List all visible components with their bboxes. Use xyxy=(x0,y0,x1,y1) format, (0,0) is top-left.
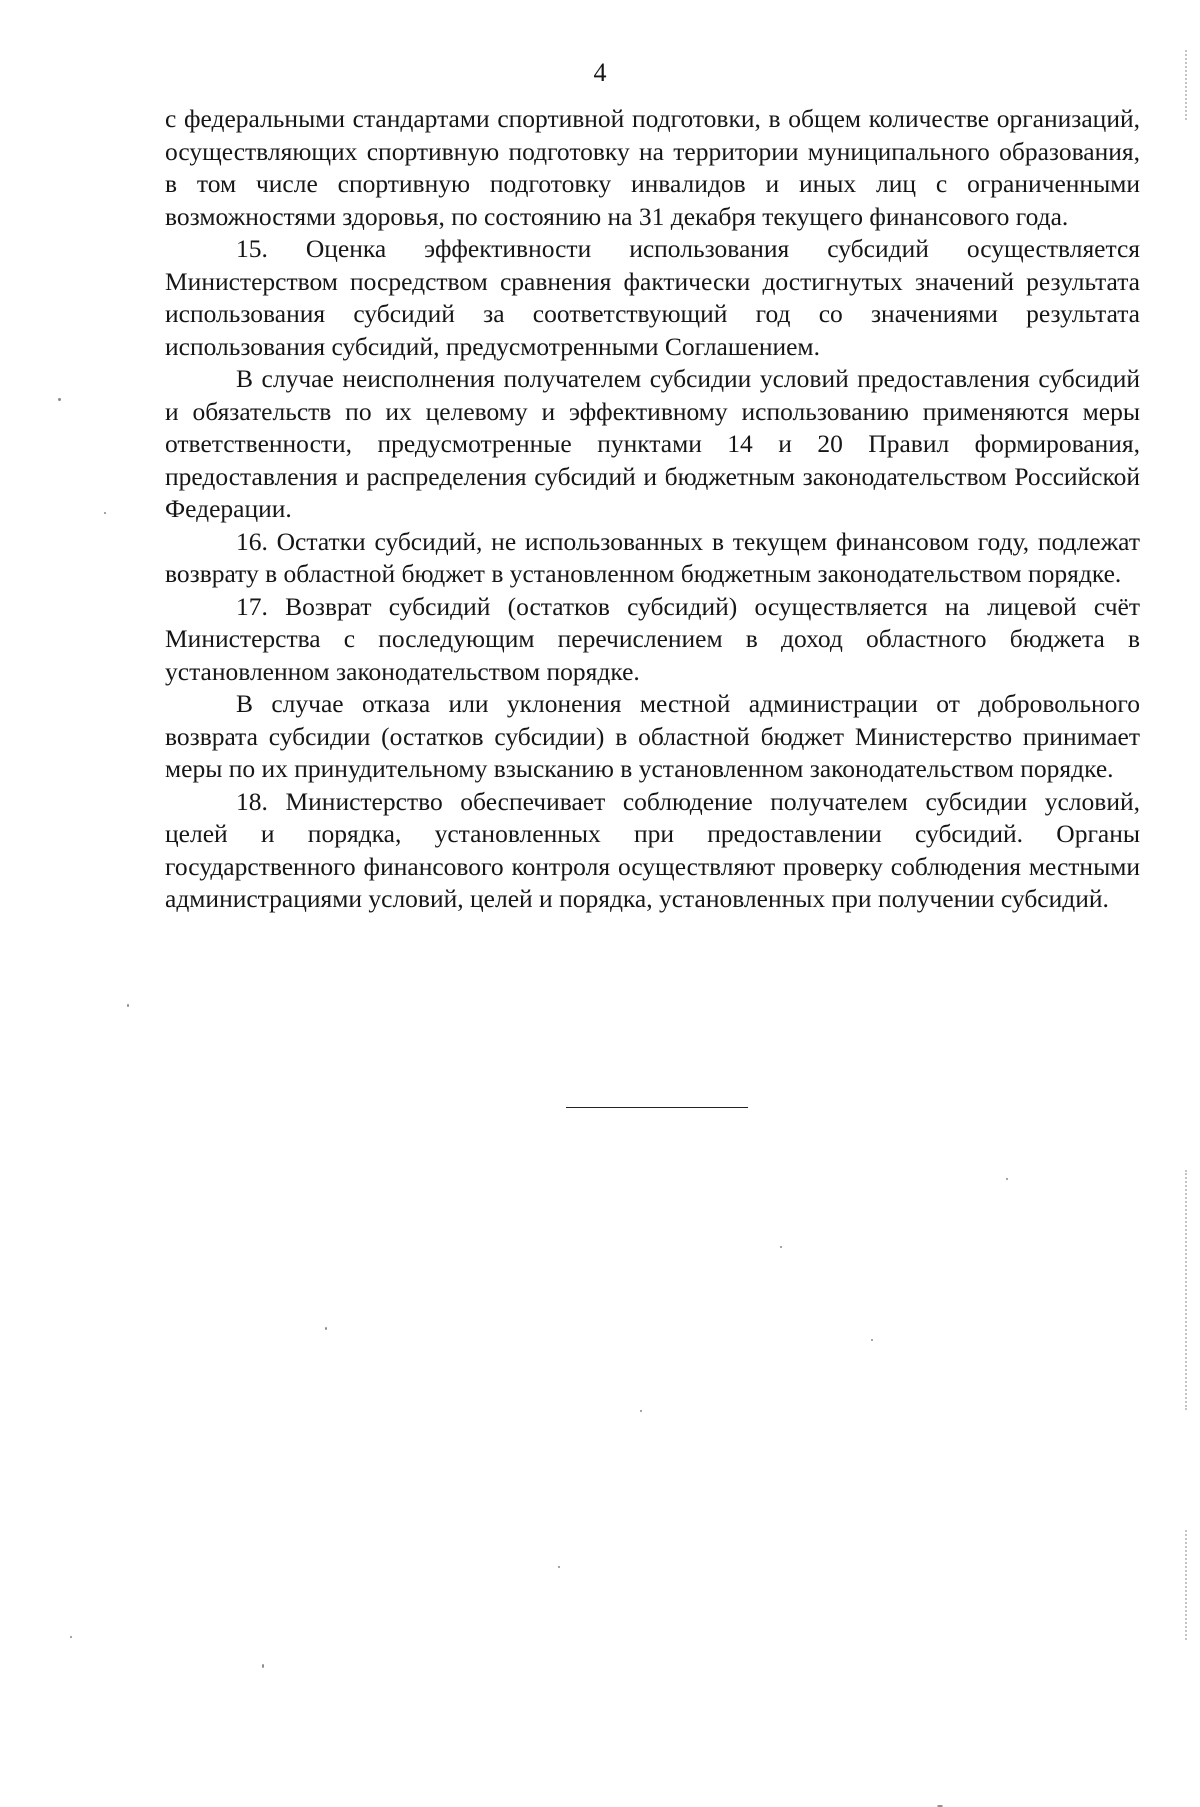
paragraph-item-18: 18. Министерство обеспечивает соблюдение получателем субсидии условий, целей и порядка, установленных при предоставлении субсидий. Органы государственного финансового контроля осуществляют проверку соблюдения местными администрациями условий, целей и порядка, установленных при получении субсидий. xyxy=(165,786,1140,913)
scan-edge-marks xyxy=(1185,1170,1189,1410)
scan-edge-marks xyxy=(1185,50,1189,120)
paragraph-item-17-refusal: В случае отказа или уклонения местной администрации от добровольного возврата субсидии (остатков субсидии) в областной бюджет Министерство принимает меры по их принудительному взысканию в установленном законодательством порядке. xyxy=(165,689,1140,783)
scan-speck xyxy=(1006,1178,1008,1180)
scan-speck xyxy=(58,398,61,401)
scan-speck xyxy=(871,1339,873,1341)
end-separator-line xyxy=(566,1107,748,1108)
paragraph-continuation: с федеральными стандартами спортивной подготовки, в общем количестве организаций, осуществляющих спортивную подготовку на территории муниципального образования, в том числе спортивную подготовку инвалидов и иных лиц с ограниченными возможностями здоровья, по состоянию на 31 декабря текущего финансового года. xyxy=(165,104,1140,231)
scan-edge-marks xyxy=(1185,1530,1189,1640)
document-body xyxy=(165,103,1140,916)
page-number: 4 xyxy=(593,58,607,87)
scan-speck xyxy=(325,1327,327,1330)
scan-speck xyxy=(558,1566,560,1568)
scan-speck xyxy=(70,1636,72,1638)
scan-speck xyxy=(640,1410,642,1412)
paragraph-item-15: 15. Оценка эффективности использования субсидий осуществляется Министерством посредством сравнения фактически достигнутых значений результата использования субсидий за соответствующий год со значениями результата использования субсидий, предусмотренными Соглашением. xyxy=(165,234,1140,361)
scan-speck xyxy=(104,512,106,514)
scan-speck xyxy=(780,1246,782,1248)
scan-speck xyxy=(127,1004,129,1007)
paragraph-item-16: 16. Остатки субсидий, не использованных в текущем финансовом году, подлежат возврату в областной бюджет в установленном бюджетным законодательством порядке. xyxy=(165,526,1140,588)
paragraph-item-15-responsibility: В случае неисполнения получателем субсидии условий предоставления субсидий и обязательств по их целевому и эффективному использованию применяются меры ответственности, предусмотренные пунктами 14 и 20 Правил формирования, предоставления и распределения субсидий и бюджетным законодательством Российской Федерации. xyxy=(165,364,1140,523)
scan-speck xyxy=(262,1664,264,1668)
paragraph-item-17: 17. Возврат субсидий (остатков субсидий) осуществляется на лицевой счёт Министерства с последующим перечислением в доход областного бюджета в установленном законодательством порядке. xyxy=(165,591,1140,686)
